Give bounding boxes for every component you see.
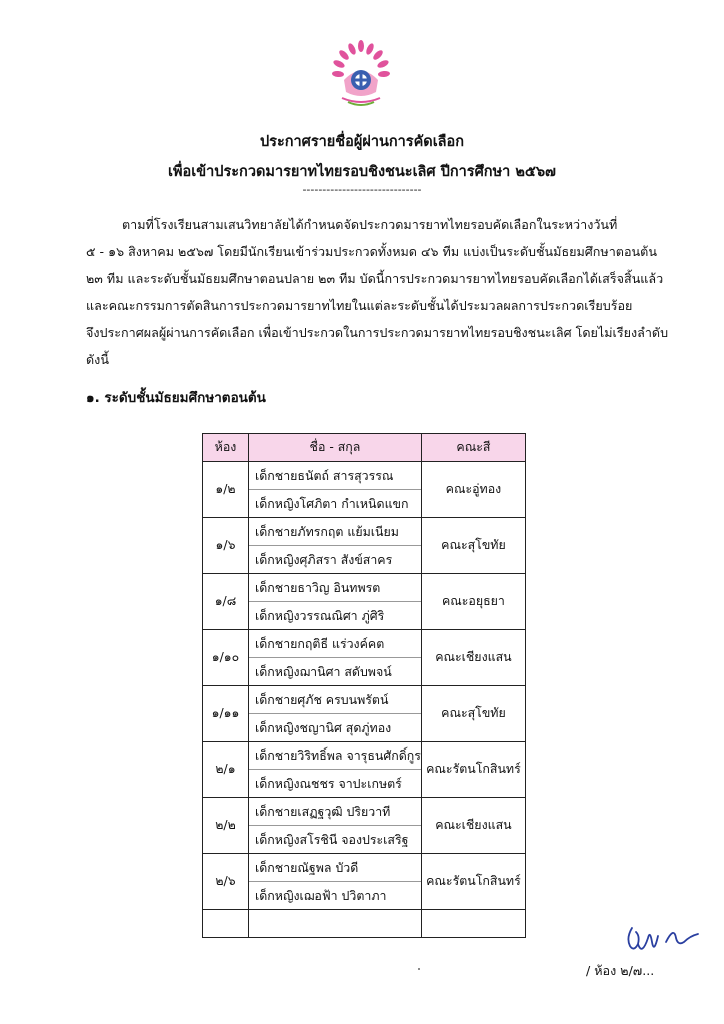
table-row (203, 462, 526, 518)
room-cell: ๑/๖ (203, 518, 249, 574)
handwritten-signature (618, 916, 708, 966)
table-row (203, 742, 526, 798)
names-cell (249, 518, 422, 574)
next-page-note: / ห้อง ๒/๗... (586, 963, 655, 978)
room-cell: ๑/๒ (203, 462, 249, 518)
team-cell: คณะเชียงแสน (421, 798, 525, 854)
room-cell: ๑/๑๑ (203, 686, 249, 742)
team-cell: คณะสุโขทัย (421, 518, 525, 574)
team-cell: คณะรัตนโกสินทร์ (421, 854, 525, 910)
team-cell: คณะอยุธยา (421, 574, 525, 630)
table-row (203, 686, 526, 742)
names-cell (249, 686, 422, 742)
girl-name: เด็กหญิงฌานิศา สดับพจน์ (255, 664, 392, 679)
girl-name: เด็กหญิงศุภิสรา สังข์สาคร (255, 552, 393, 567)
body-line: ๕ - ๑๖ สิงหาคม ๒๕๖๗ โดยมีนักเรียนเข้าร่วมประกวดทั้งหมด ๔๖ ทีม แบ่งเป็นระดับชั้นมัธยมศึกษาตอนต้น (86, 244, 657, 259)
table-row (203, 518, 526, 574)
header-name: ชื่อ - สกุล (249, 434, 422, 462)
school-emblem-logo (330, 40, 392, 110)
names-cell (249, 854, 422, 910)
boy-name: เด็กชายเสฏฐวุฒิ ปริยวาที (249, 798, 421, 826)
names-cell (249, 462, 422, 518)
team-cell: คณะรัตนโกสินทร์ (421, 742, 525, 798)
scan-speck (418, 968, 420, 970)
girl-name: เด็กหญิงสโรชินี จองประเสริฐ (255, 832, 409, 847)
empty-cell (203, 910, 249, 938)
girl-name: เด็กหญิงณชชร จาปะเกษตร์ (255, 776, 402, 791)
boy-name: เด็กชายธนัตถ์ สารสุวรรณ (249, 462, 421, 490)
names-cell (249, 630, 422, 686)
team-cell: คณะอู่ทอง (421, 462, 525, 518)
room-cell: ๒/๑ (203, 742, 249, 798)
table-header-row (203, 434, 526, 462)
boy-name: เด็กชายณัฐพล บัวดี (249, 854, 421, 882)
boy-name: เด็กชายศุภัช ครบนพรัตน์ (249, 686, 421, 714)
announcement-subtitle: เพื่อเข้าประกวดมารยาทไทยรอบชิงชนะเลิศ ปีการศึกษา ๒๕๖๗ (168, 164, 556, 180)
names-cell (249, 742, 422, 798)
table-row (203, 630, 526, 686)
girl-name: เด็กหญิงชญานิศ สุดภู่ทอง (255, 720, 392, 735)
boy-name: เด็กชายกฤติธี แร่วงค์คต (249, 630, 421, 658)
girl-name: เด็กหญิงเฌอฟ้า ปวิตาภา (255, 888, 387, 903)
body-line: และคณะกรรมการตัดสินการประกวดมารยาทไทยในแต่ละระดับชั้นได้ประมวลผลการประกวดเรียบร้อย (86, 298, 633, 313)
announcement-body (86, 211, 669, 373)
body-line: ๒๓ ทีม และระดับชั้นมัธยมศึกษาตอนปลาย ๒๓ ทีม บัดนี้การประกวดมารยาทไทยรอบคัดเลือกได้เสร็จสิ้นแล้ว (86, 271, 664, 286)
room-cell: ๒/๒ (203, 798, 249, 854)
table-row (203, 854, 526, 910)
results-table (202, 433, 526, 938)
girl-name: เด็กหญิงวรรณณิศา ภู่ศิริ (255, 608, 385, 623)
announcement-title: ประกาศรายชื่อผู้ผ่านการคัดเลือก (259, 134, 465, 150)
names-cell (249, 798, 422, 854)
empty-cell (421, 910, 525, 938)
body-line: ตามที่โรงเรียนสามเสนวิทยาลัยได้กำหนดจัดประกวดมารยาทไทยรอบคัดเลือกในระหว่างวันที่ (122, 217, 618, 232)
boy-name: เด็กชายภัทรกฤต แย้มเนียม (249, 518, 421, 546)
room-cell: ๑/๘ (203, 574, 249, 630)
team-cell: คณะเชียงแสน (421, 630, 525, 686)
title-divider: ------------------------------ (302, 183, 422, 196)
girl-name: เด็กหญิงโศภิตา กำเหนิดแขก (255, 496, 409, 511)
body-line: จึงประกาศผลผู้ผ่านการคัดเลือก เพื่อเข้าประกวดในการประกวดมารยาทไทยรอบชิงชนะเลิศ โดยไม่เรียงลำดับ (86, 325, 669, 340)
room-cell: ๑/๑๐ (203, 630, 249, 686)
names-cell (249, 574, 422, 630)
table-row (203, 574, 526, 630)
boy-name: เด็กชายธาวิญ อินทพรต (249, 574, 421, 602)
team-cell: คณะสุโขทัย (421, 686, 525, 742)
room-cell: ๒/๖ (203, 854, 249, 910)
header-room: ห้อง (203, 434, 249, 462)
boy-name: เด็กชายวิริทธิ์พล จารุธนศักดิ์กูร (249, 742, 421, 770)
header-team: คณะสี (421, 434, 525, 462)
body-line: ดังนี้ (86, 352, 109, 367)
table-row (203, 798, 526, 854)
table-row-empty (203, 910, 526, 938)
empty-cell (249, 910, 422, 938)
section-heading: ๑. ระดับชั้นมัธยมศึกษาตอนต้น (86, 390, 266, 406)
